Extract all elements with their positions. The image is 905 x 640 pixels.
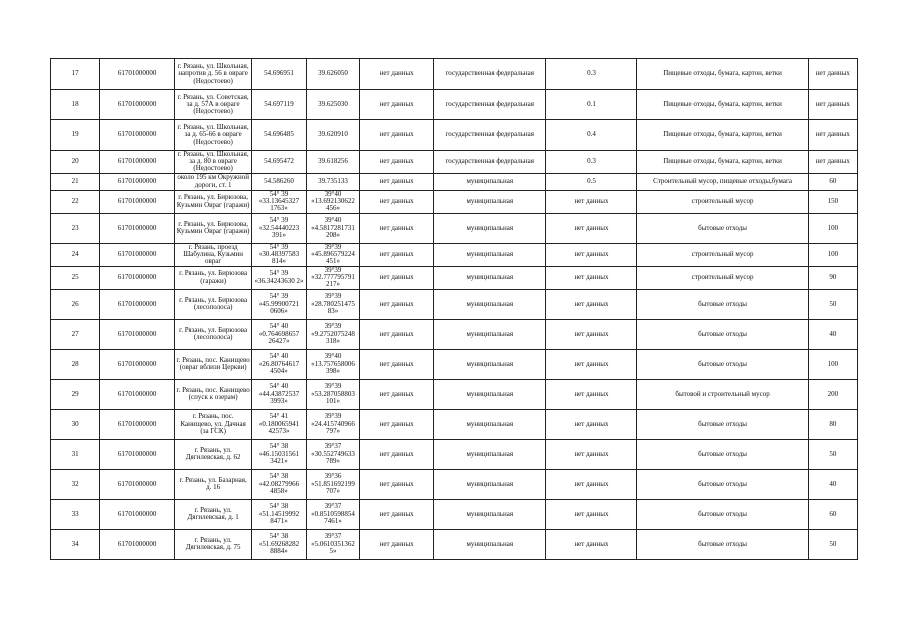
address-cell: г. Рязань, ул. Бирюзова, Кузьмин Овраг (гаражи) (175, 190, 252, 213)
info-cell: нет данных (360, 59, 434, 90)
area-cell: нет данных (546, 243, 637, 266)
row-number-cell: 29 (51, 379, 100, 409)
row-number-cell: 34 (51, 529, 100, 559)
oktmo-code-cell: 61701000000 (100, 379, 175, 409)
waste-type-cell: бытовые отходы (637, 349, 808, 379)
address-cell: г. Рязань, ул. Бирюзова (лесополоса) (175, 319, 252, 349)
area-cell: нет данных (546, 499, 637, 529)
table-row (51, 266, 858, 289)
volume-cell: нет данных (808, 59, 857, 90)
info-cell: нет данных (360, 120, 434, 151)
address-cell: г. Рязань, ул. Бирюзова, Кузьмин Овраг (гаражи) (175, 213, 252, 243)
waste-type-cell: бытовые отходы (637, 469, 808, 499)
info-cell: нет данных (360, 499, 434, 529)
row-number-cell: 27 (51, 319, 100, 349)
oktmo-code-cell: 61701000000 (100, 59, 175, 90)
area-cell: нет данных (546, 190, 637, 213)
waste-type-cell: строительный мусор (637, 190, 808, 213)
oktmo-code-cell: 61701000000 (100, 190, 175, 213)
table-row (51, 439, 858, 469)
table-row (51, 469, 858, 499)
ownership-cell: муниципальная (434, 439, 546, 469)
info-cell: нет данных (360, 151, 434, 174)
longitude-cell: 39.620910 (306, 120, 360, 151)
table-row (51, 59, 858, 90)
area-cell: 0.5 (546, 173, 637, 190)
address-cell: г. Рязань, ул. Школьная, напротив д. 56 в овраге (Недостоево) (175, 59, 252, 90)
info-cell: нет данных (360, 349, 434, 379)
ownership-cell: муниципальная (434, 266, 546, 289)
longitude-cell: 39°40 «4.5817281731 208» (306, 213, 360, 243)
latitude-cell: 54.586260 (252, 173, 307, 190)
info-cell: нет данных (360, 190, 434, 213)
table-row (51, 243, 858, 266)
row-number-cell: 28 (51, 349, 100, 379)
waste-type-cell: бытовой и строительный мусор (637, 379, 808, 409)
address-cell: г. Рязань, ул. Дягилевская, д. 1 (175, 499, 252, 529)
ownership-cell: государственная федеральная (434, 151, 546, 174)
waste-type-cell: строительный мусор (637, 243, 808, 266)
area-cell: нет данных (546, 409, 637, 439)
latitude-cell: 54.696485 (252, 120, 307, 151)
info-cell: нет данных (360, 266, 434, 289)
waste-type-cell: Строительный мусор, пищевые отходы,бумага (637, 173, 808, 190)
oktmo-code-cell: 61701000000 (100, 266, 175, 289)
address-cell: г. Рязань, пос. Канищево (спуск к озерам) (175, 379, 252, 409)
info-cell: нет данных (360, 439, 434, 469)
latitude-cell: 54.695472 (252, 151, 307, 174)
waste-type-cell: бытовые отходы (637, 439, 808, 469)
address-cell: г. Рязань, ул. Базарная, д. 16 (175, 469, 252, 499)
volume-cell: 80 (808, 409, 857, 439)
table-row (51, 499, 858, 529)
longitude-cell: 39°37 «0.8510598854 7461» (306, 499, 360, 529)
waste-type-cell: бытовые отходы (637, 499, 808, 529)
area-cell: нет данных (546, 266, 637, 289)
latitude-cell: 54° 40 «26.80764617 4504» (252, 349, 307, 379)
row-number-cell: 26 (51, 289, 100, 319)
longitude-cell: 39.618256 (306, 151, 360, 174)
row-number-cell: 24 (51, 243, 100, 266)
volume-cell: 40 (808, 319, 857, 349)
longitude-cell: 39°39 «24.415740966 797» (306, 409, 360, 439)
area-cell: нет данных (546, 289, 637, 319)
area-cell: 0.3 (546, 151, 637, 174)
ownership-cell: государственная федеральная (434, 90, 546, 120)
ownership-cell: муниципальная (434, 469, 546, 499)
oktmo-code-cell: 61701000000 (100, 349, 175, 379)
oktmo-code-cell: 61701000000 (100, 213, 175, 243)
ownership-cell: муниципальная (434, 379, 546, 409)
waste-type-cell: бытовые отходы (637, 409, 808, 439)
latitude-cell: 54° 39 «30.48397583 814» (252, 243, 307, 266)
area-cell: 0.3 (546, 59, 637, 90)
oktmo-code-cell: 61701000000 (100, 243, 175, 266)
volume-cell: нет данных (808, 120, 857, 151)
info-cell: нет данных (360, 469, 434, 499)
waste-type-cell: бытовые отходы (637, 289, 808, 319)
row-number-cell: 23 (51, 213, 100, 243)
longitude-cell: 39°39 «45.896579224 451» (306, 243, 360, 266)
oktmo-code-cell: 61701000000 (100, 469, 175, 499)
oktmo-code-cell: 61701000000 (100, 173, 175, 190)
row-number-cell: 20 (51, 151, 100, 174)
table-row (51, 151, 858, 174)
longitude-cell: 39°37 «30.552749633 789» (306, 439, 360, 469)
volume-cell: 100 (808, 213, 857, 243)
area-cell: нет данных (546, 213, 637, 243)
longitude-cell: 39°39 «53.287058803 101» (306, 379, 360, 409)
volume-cell: 100 (808, 349, 857, 379)
ownership-cell: муниципальная (434, 173, 546, 190)
longitude-cell: 39.626050 (306, 59, 360, 90)
latitude-cell: 54° 38 «42.08279966 4858» (252, 469, 307, 499)
table-body (51, 59, 858, 560)
table-row (51, 319, 858, 349)
table-row (51, 529, 858, 559)
table-row (51, 213, 858, 243)
ownership-cell: муниципальная (434, 499, 546, 529)
latitude-cell: 54° 40 «0.764698657 26427» (252, 319, 307, 349)
latitude-cell: 54.697119 (252, 90, 307, 120)
longitude-cell: 39°39 «32.777795791 217» (306, 266, 360, 289)
oktmo-code-cell: 61701000000 (100, 319, 175, 349)
info-cell: нет данных (360, 289, 434, 319)
address-cell: около 195 км Окружной дороги, ст. 1 (175, 173, 252, 190)
waste-type-cell: строительный мусор (637, 266, 808, 289)
waste-type-cell: бытовые отходы (637, 319, 808, 349)
info-cell: нет данных (360, 90, 434, 120)
volume-cell: 100 (808, 243, 857, 266)
table-row (51, 190, 858, 213)
oktmo-code-cell: 61701000000 (100, 120, 175, 151)
waste-sites-table (50, 58, 858, 560)
area-cell: 0.4 (546, 120, 637, 151)
info-cell: нет данных (360, 319, 434, 349)
volume-cell: 60 (808, 499, 857, 529)
waste-type-cell: Пищевые отходы, бумага, картон, ветки (637, 151, 808, 174)
volume-cell: 50 (808, 529, 857, 559)
area-cell: 0.1 (546, 90, 637, 120)
ownership-cell: государственная федеральная (434, 120, 546, 151)
ownership-cell: муниципальная (434, 409, 546, 439)
ownership-cell: муниципальная (434, 529, 546, 559)
ownership-cell: муниципальная (434, 213, 546, 243)
row-number-cell: 33 (51, 499, 100, 529)
waste-type-cell: бытовые отходы (637, 529, 808, 559)
area-cell: нет данных (546, 379, 637, 409)
latitude-cell: 54° 39 «32.54440223 391» (252, 213, 307, 243)
longitude-cell: 39°40 «13.757658006 398» (306, 349, 360, 379)
waste-type-cell: Пищевые отходы, бумага, картон, ветки (637, 59, 808, 90)
oktmo-code-cell: 61701000000 (100, 289, 175, 319)
ownership-cell: муниципальная (434, 243, 546, 266)
address-cell: г. Рязань, ул. Школьная, за д. 65-66 в овраге (Недостоево) (175, 120, 252, 151)
latitude-cell: 54° 39 «33.13645327 1763» (252, 190, 307, 213)
address-cell: г. Рязань, проезд Шабулина, Кузьмин овраг (175, 243, 252, 266)
ownership-cell: муниципальная (434, 349, 546, 379)
latitude-cell: 54° 38 «46.15031561 3421» (252, 439, 307, 469)
row-number-cell: 25 (51, 266, 100, 289)
area-cell: нет данных (546, 349, 637, 379)
info-cell: нет данных (360, 409, 434, 439)
area-cell: нет данных (546, 529, 637, 559)
ownership-cell: муниципальная (434, 319, 546, 349)
address-cell: г. Рязань, ул. Дягилевская, д. 62 (175, 439, 252, 469)
area-cell: нет данных (546, 439, 637, 469)
row-number-cell: 18 (51, 90, 100, 120)
longitude-cell: 39°39 «28.780251475 83» (306, 289, 360, 319)
volume-cell: 150 (808, 190, 857, 213)
row-number-cell: 32 (51, 469, 100, 499)
row-number-cell: 19 (51, 120, 100, 151)
table-row (51, 379, 858, 409)
longitude-cell: 39.625030 (306, 90, 360, 120)
table-row (51, 173, 858, 190)
address-cell: г. Рязань, ул. Бирюзова (гаражи) (175, 266, 252, 289)
address-cell: г. Рязань, ул. Школьная, за д. 80 в овраге (Недостоево) (175, 151, 252, 174)
info-cell: нет данных (360, 529, 434, 559)
volume-cell: 50 (808, 289, 857, 319)
table-row (51, 120, 858, 151)
address-cell: г. Рязань, пос. Канищево (овраг вблизи Церкви) (175, 349, 252, 379)
volume-cell: 200 (808, 379, 857, 409)
ownership-cell: государственная федеральная (434, 59, 546, 90)
longitude-cell: 39°36 «51.851692199 707» (306, 469, 360, 499)
latitude-cell: 54° 41 «0.180065941 42573» (252, 409, 307, 439)
oktmo-code-cell: 61701000000 (100, 90, 175, 120)
volume-cell: 60 (808, 173, 857, 190)
ownership-cell: муниципальная (434, 289, 546, 319)
address-cell: г. Рязань, пос. Канищево, ул. Дачная (за ГСК) (175, 409, 252, 439)
address-cell: г. Рязань, ул. Советская, за д. 57А в овраге (Недостоево) (175, 90, 252, 120)
volume-cell: 50 (808, 439, 857, 469)
row-number-cell: 21 (51, 173, 100, 190)
volume-cell: нет данных (808, 90, 857, 120)
table-row (51, 409, 858, 439)
latitude-cell: 54° 38 «51.14519992 8471» (252, 499, 307, 529)
row-number-cell: 31 (51, 439, 100, 469)
waste-type-cell: Пищевые отходы, бумага, картон, ветки (637, 120, 808, 151)
oktmo-code-cell: 61701000000 (100, 529, 175, 559)
oktmo-code-cell: 61701000000 (100, 499, 175, 529)
info-cell: нет данных (360, 243, 434, 266)
latitude-cell: 54.696951 (252, 59, 307, 90)
address-cell: г. Рязань, ул. Бирюзова (лесополоса) (175, 289, 252, 319)
volume-cell: 90 (808, 266, 857, 289)
longitude-cell: 39.735133 (306, 173, 360, 190)
table-row (51, 289, 858, 319)
row-number-cell: 17 (51, 59, 100, 90)
row-number-cell: 30 (51, 409, 100, 439)
latitude-cell: 54° 39 «36.34243630 2» (252, 266, 307, 289)
waste-type-cell: бытовые отходы (637, 213, 808, 243)
waste-type-cell: Пищевые отходы, бумага, картон, ветки (637, 90, 808, 120)
table-row (51, 90, 858, 120)
ownership-cell: муниципальная (434, 190, 546, 213)
longitude-cell: 39°39 «9.2752075248 318» (306, 319, 360, 349)
area-cell: нет данных (546, 469, 637, 499)
longitude-cell: 39°40 «13.692130622 456» (306, 190, 360, 213)
latitude-cell: 54° 38 «51.69268282 8884» (252, 529, 307, 559)
table-row (51, 349, 858, 379)
oktmo-code-cell: 61701000000 (100, 439, 175, 469)
oktmo-code-cell: 61701000000 (100, 409, 175, 439)
volume-cell: 40 (808, 469, 857, 499)
latitude-cell: 54° 39 «45.99900721 0606» (252, 289, 307, 319)
info-cell: нет данных (360, 173, 434, 190)
latitude-cell: 54° 40 «44.43872537 3993» (252, 379, 307, 409)
info-cell: нет данных (360, 213, 434, 243)
longitude-cell: 39°37 «5.0610351362 5» (306, 529, 360, 559)
volume-cell: нет данных (808, 151, 857, 174)
info-cell: нет данных (360, 379, 434, 409)
address-cell: г. Рязань, ул. Дягилевская, д. 75 (175, 529, 252, 559)
area-cell: нет данных (546, 319, 637, 349)
oktmo-code-cell: 61701000000 (100, 151, 175, 174)
row-number-cell: 22 (51, 190, 100, 213)
